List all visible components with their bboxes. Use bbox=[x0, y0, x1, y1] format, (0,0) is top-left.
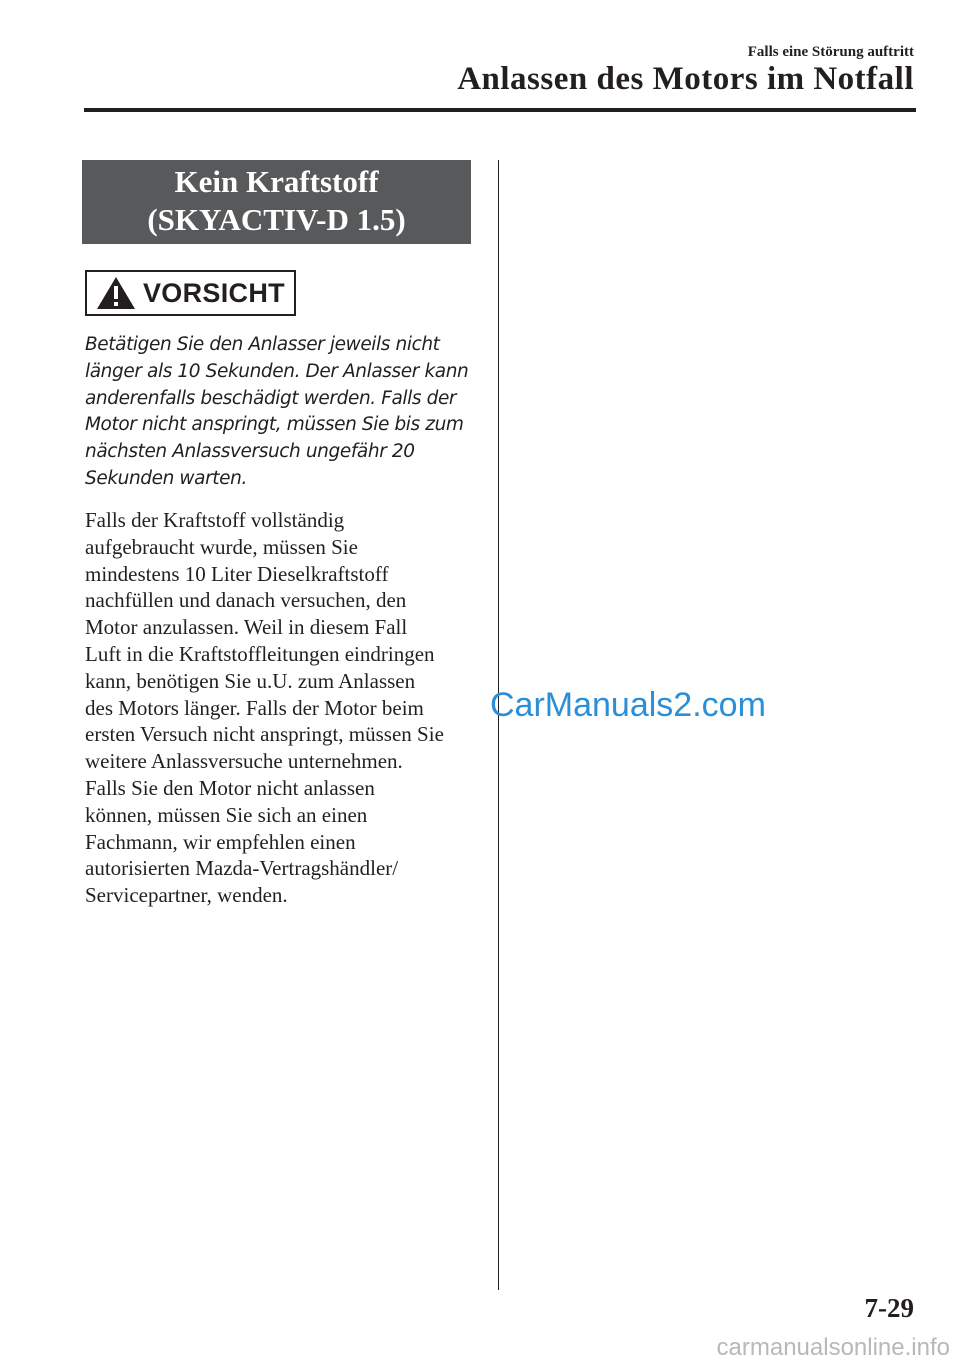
body-line: autorisierten Mazda-Vertragshändler/ bbox=[85, 856, 399, 881]
caution-line: Motor nicht anspringt, müssen Sie bis zum bbox=[85, 414, 464, 436]
body-line: nachfüllen und danach versuchen, den bbox=[85, 588, 407, 613]
header-rule bbox=[84, 108, 916, 112]
body-line: Falls Sie den Motor nicht anlassen bbox=[85, 775, 375, 800]
caution-line: länger als 10 Sekunden. Der Anlasser kann bbox=[85, 360, 469, 382]
caution-line: nächsten Anlassversuch ungefähr 20 bbox=[85, 441, 415, 463]
body-line: aufgebraucht wurde, müssen Sie bbox=[85, 534, 358, 559]
page-title: Anlassen des Motors im Notfall bbox=[457, 61, 914, 97]
body-paragraph bbox=[85, 507, 485, 909]
caution-label-box bbox=[85, 270, 296, 316]
watermark-logo: CarManuals2.com bbox=[490, 686, 766, 724]
body-line: weitere Anlassversuche unternehmen. bbox=[85, 749, 403, 774]
body-line: Motor anzulassen. Weil in diesem Fall bbox=[85, 615, 408, 640]
page-number: 7-29 bbox=[864, 1293, 914, 1323]
body-line: können, müssen Sie sich an einen bbox=[85, 802, 368, 827]
footer-watermark: carmanualsonline.info bbox=[716, 1334, 950, 1361]
body-line: ersten Versuch nicht anspringt, müssen Sie bbox=[85, 722, 444, 747]
caution-label: VORSICHT bbox=[143, 277, 285, 308]
body-line: mindestens 10 Liter Dieselkraftstoff bbox=[85, 561, 389, 586]
caution-line: Betätigen Sie den Anlasser jeweils nicht bbox=[85, 334, 440, 355]
caution-line: anderenfalls beschädigt werden. Falls der bbox=[85, 387, 457, 409]
column-divider bbox=[498, 160, 499, 1290]
warning-triangle-icon bbox=[95, 275, 137, 311]
chapter-heading: Falls eine Störung auftritt bbox=[747, 44, 914, 60]
body-line: Servicepartner, wenden. bbox=[85, 883, 288, 908]
body-line: Luft in die Kraftstoffleitungen eindringen bbox=[85, 641, 435, 666]
body-line: kann, benötigen Sie u.U. zum Anlassen bbox=[85, 668, 416, 693]
section-title-line-2: (SKYACTIV-D 1.5) bbox=[147, 202, 406, 237]
caution-text bbox=[85, 332, 480, 493]
section-title-box bbox=[82, 160, 471, 244]
section-title-line-1: Kein Kraftstoff bbox=[174, 164, 379, 199]
body-line: Falls der Kraftstoff vollständig bbox=[85, 508, 345, 532]
body-line: des Motors länger. Falls der Motor beim bbox=[85, 695, 424, 720]
caution-line: Sekunden warten. bbox=[85, 467, 247, 489]
body-line: Fachmann, wir empfehlen einen bbox=[85, 829, 356, 854]
